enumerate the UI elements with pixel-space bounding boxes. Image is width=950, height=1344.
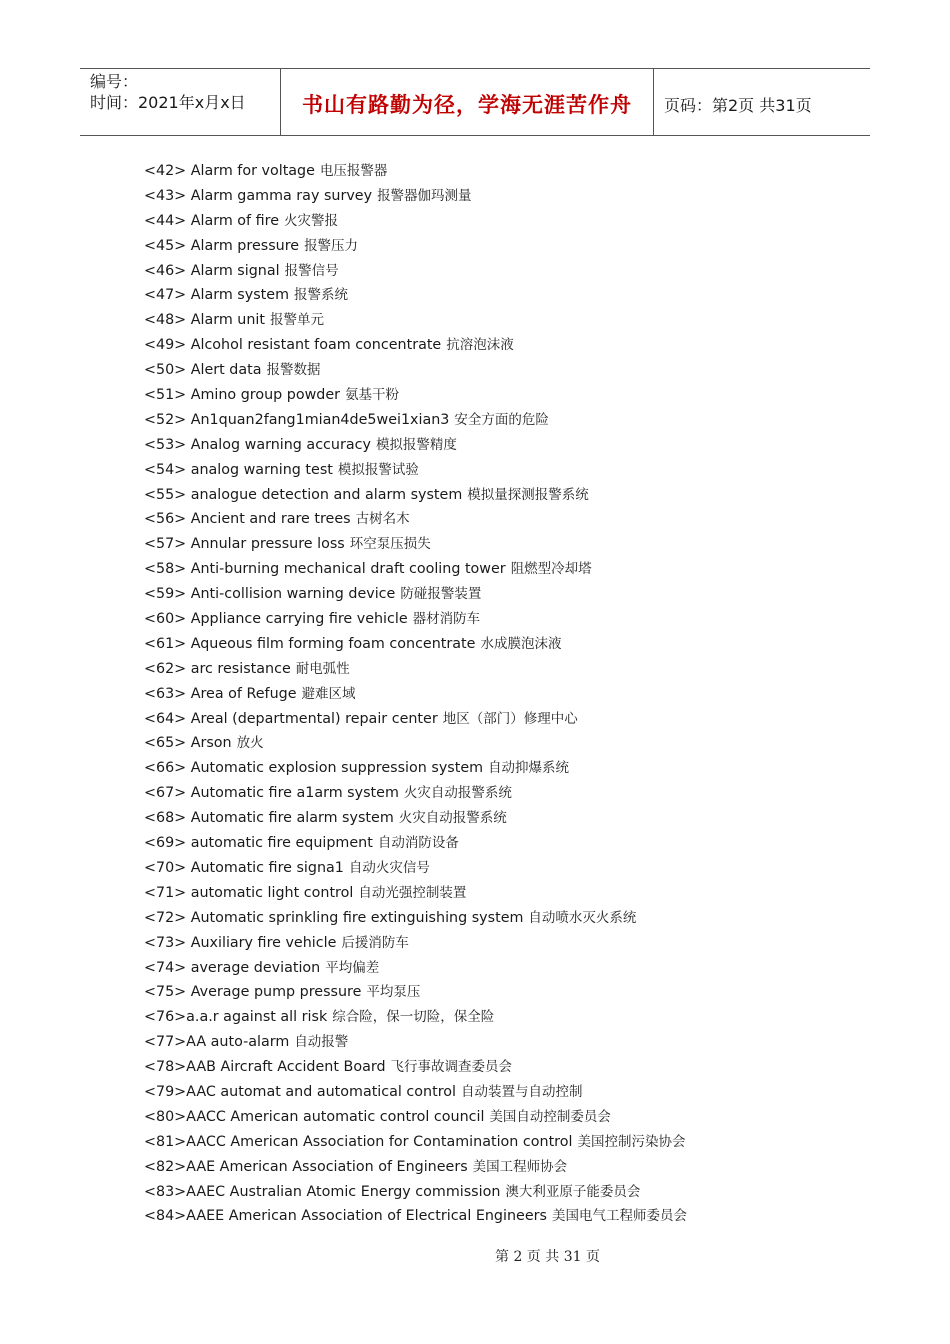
glossary-entry xyxy=(144,458,687,483)
entry-english-term: <58> Anti-burning mechanical draft cooling tower xyxy=(144,561,506,578)
entry-english-term: <57> Annular pressure loss xyxy=(144,536,345,553)
entry-chinese-term: 自动喷水灭火系统 xyxy=(528,909,637,926)
entry-chinese-term: 报警信号 xyxy=(284,262,339,279)
entry-chinese-term: 抗溶泡沫液 xyxy=(446,337,514,354)
entry-english-term: <75> Average pump pressure xyxy=(144,984,362,1001)
entry-chinese-term: 报警器伽玛测量 xyxy=(377,187,472,204)
document-number-label: 编号： xyxy=(90,72,139,91)
entry-chinese-term: 自动光强控制装置 xyxy=(358,884,467,901)
entry-english-term: <42> Alarm for voltage xyxy=(144,163,315,179)
glossary-entry xyxy=(144,383,687,408)
glossary-entry xyxy=(144,159,687,184)
entry-chinese-term: 美国工程师协会 xyxy=(472,1158,568,1175)
glossary-entry xyxy=(144,184,687,209)
entry-english-term: <67> Automatic fire a1arm system xyxy=(144,785,399,802)
entry-english-term: <78>AAB Aircraft Accident Board xyxy=(144,1059,386,1076)
entry-english-term: <73> Auxiliary fire vehicle xyxy=(144,934,337,951)
glossary-list xyxy=(144,159,687,1229)
glossary-entry xyxy=(144,408,687,433)
entry-chinese-term: 水成膜泡沫液 xyxy=(480,635,562,652)
entry-chinese-term: 火灾自动报警系统 xyxy=(398,810,507,827)
header-motto: 书山有路勤为径，学海无涯苦作舟 xyxy=(281,69,654,135)
entry-chinese-term: 美国自动控制委员会 xyxy=(489,1108,611,1125)
entry-english-term: <46> Alarm signal xyxy=(144,262,280,279)
entry-chinese-term: 避难区域 xyxy=(301,685,356,702)
entry-chinese-term: 自动装置与自动控制 xyxy=(460,1083,583,1100)
glossary-entry xyxy=(144,333,687,358)
entry-chinese-term: 安全方面的危险 xyxy=(454,411,549,428)
entry-chinese-term: 自动抑爆系统 xyxy=(488,760,570,777)
entry-chinese-term: 环空泵压损失 xyxy=(349,536,431,553)
glossary-entry xyxy=(144,234,687,259)
entry-chinese-term: 美国控制污染协会 xyxy=(577,1133,686,1150)
entry-english-term: <84>AAEE American Association of Electrical Engineers xyxy=(144,1208,547,1225)
entry-english-term: <51> Amino group powder xyxy=(144,387,341,404)
entry-chinese-term: 报警压力 xyxy=(304,237,359,254)
entry-english-term: <61> Aqueous film forming foam concentrate xyxy=(144,635,476,652)
entry-english-term: <65> Arson xyxy=(144,735,232,752)
entry-chinese-term: 模拟量探测报警系统 xyxy=(467,486,589,503)
entry-english-term: <55> analogue detection and alarm system xyxy=(144,486,463,503)
glossary-entry xyxy=(144,1204,687,1229)
entry-english-term: <47> Alarm system xyxy=(144,287,289,304)
document-date-label: 时间：2021年x月x日 xyxy=(90,93,246,112)
glossary-entry xyxy=(144,881,687,906)
entry-english-term: <53> Analog warning accuracy xyxy=(144,436,371,453)
entry-english-term: <68> Automatic fire alarm system xyxy=(144,810,394,827)
entry-english-term: <82>AAE American Association of Engineers xyxy=(144,1158,468,1175)
entry-chinese-term: 自动消防设备 xyxy=(377,835,459,852)
entry-chinese-term: 火灾警报 xyxy=(284,212,338,229)
entry-english-term: <62> arc resistance xyxy=(144,660,291,677)
glossary-entry xyxy=(144,283,687,308)
entry-english-term: <50> Alert data xyxy=(144,362,262,379)
entry-chinese-term: 后援消防车 xyxy=(341,934,409,951)
entry-english-term: <83>AAEC Australian Atomic Energy commission xyxy=(144,1183,501,1200)
entry-chinese-term: 器材消防车 xyxy=(412,611,481,628)
entry-chinese-term: 平均偏差 xyxy=(325,959,380,976)
entry-chinese-term: 报警系统 xyxy=(294,287,348,304)
glossary-entry xyxy=(144,607,687,632)
entry-chinese-term: 放火 xyxy=(236,735,264,752)
glossary-entry xyxy=(144,682,687,707)
entry-english-term: <79>AAC automat and automatical control xyxy=(144,1083,456,1100)
glossary-entry xyxy=(144,632,687,657)
glossary-entry xyxy=(144,1105,687,1130)
glossary-entry xyxy=(144,756,687,781)
entry-chinese-term: 火灾自动报警系统 xyxy=(403,785,512,802)
entry-english-term: <56> Ancient and rare trees xyxy=(144,511,351,528)
entry-chinese-term: 平均泵压 xyxy=(366,984,421,1001)
entry-english-term: <81>AACC American Association for Contamination control xyxy=(144,1133,573,1150)
glossary-entry xyxy=(144,582,687,607)
entry-chinese-term: 综合险，保一切险，保全险 xyxy=(332,1009,495,1026)
entry-english-term: <72> Automatic sprinkling fire extinguishing system xyxy=(144,909,524,926)
glossary-entry xyxy=(144,532,687,557)
glossary-entry xyxy=(144,707,687,732)
glossary-entry xyxy=(144,1155,687,1180)
entry-english-term: <45> Alarm pressure xyxy=(144,237,300,254)
entry-chinese-term: 自动火灾信号 xyxy=(348,859,430,876)
glossary-entry xyxy=(144,931,687,956)
glossary-entry xyxy=(144,209,687,234)
glossary-entry xyxy=(144,831,687,856)
entry-english-term: <54> analog warning test xyxy=(144,461,333,478)
entry-english-term: <70> Automatic fire signa1 xyxy=(144,859,344,876)
entry-english-term: <44> Alarm of fire xyxy=(144,212,279,229)
entry-chinese-term: 古树名木 xyxy=(355,511,410,528)
entry-chinese-term: 模拟报警精度 xyxy=(375,436,457,453)
entry-chinese-term: 阻燃型冷却塔 xyxy=(510,561,592,578)
entry-chinese-term: 地区（部门）修理中心 xyxy=(442,710,578,727)
entry-english-term: <76>a.a.r against all risk xyxy=(144,1009,328,1026)
glossary-entry xyxy=(144,433,687,458)
glossary-entry xyxy=(144,557,687,582)
glossary-entry xyxy=(144,731,687,756)
entry-chinese-term: 模拟报警试验 xyxy=(337,461,419,478)
page-header xyxy=(80,68,870,136)
glossary-entry xyxy=(144,483,687,508)
glossary-entry xyxy=(144,1055,687,1080)
entry-english-term: <71> automatic light control xyxy=(144,884,354,901)
entry-english-term: <49> Alcohol resistant foam concentrate xyxy=(144,337,442,354)
entry-english-term: <77>AA auto-alarm xyxy=(144,1034,290,1051)
page-footer: 第 2 页 共 31 页 xyxy=(495,1249,600,1265)
glossary-entry xyxy=(144,781,687,806)
entry-chinese-term: 澳大利亚原子能委员会 xyxy=(505,1183,641,1200)
entry-chinese-term: 耐电弧性 xyxy=(295,660,350,677)
glossary-entry xyxy=(144,856,687,881)
entry-chinese-term: 飞行事故调查委员会 xyxy=(390,1059,513,1076)
glossary-entry xyxy=(144,806,687,831)
entry-english-term: <80>AACC American automatic control council xyxy=(144,1108,485,1125)
entry-english-term: <60> Appliance carrying fire vehicle xyxy=(144,611,408,628)
entry-english-term: <64> Areal (departmental) repair center xyxy=(144,710,438,727)
glossary-entry xyxy=(144,259,687,284)
glossary-entry xyxy=(144,1005,687,1030)
header-page-number: 页码：第2页 共31页 xyxy=(664,95,812,115)
entry-english-term: <74> average deviation xyxy=(144,959,321,976)
entry-chinese-term: 报警数据 xyxy=(266,362,321,379)
glossary-entry xyxy=(144,1180,687,1205)
header-meta-cell xyxy=(80,69,281,135)
glossary-entry xyxy=(144,507,687,532)
glossary-entry xyxy=(144,308,687,333)
glossary-entry xyxy=(144,1130,687,1155)
glossary-entry xyxy=(144,956,687,981)
entry-chinese-term: 自动报警 xyxy=(294,1034,349,1051)
entry-english-term: <43> Alarm gamma ray survey xyxy=(144,187,373,204)
entry-english-term: <69> automatic fire equipment xyxy=(144,835,373,852)
glossary-entry xyxy=(144,906,687,931)
entry-english-term: <48> Alarm unit xyxy=(144,312,266,329)
glossary-entry xyxy=(144,1080,687,1105)
entry-chinese-term: 电压报警器 xyxy=(319,163,388,179)
entry-chinese-term: 美国电气工程师委员会 xyxy=(551,1208,687,1225)
entry-chinese-term: 防碰报警装置 xyxy=(400,586,482,603)
entry-chinese-term: 氨基干粉 xyxy=(345,387,400,404)
glossary-entry xyxy=(144,1030,687,1055)
entry-english-term: <59> Anti-collision warning device xyxy=(144,586,396,603)
entry-english-term: <66> Automatic explosion suppression system xyxy=(144,760,484,777)
glossary-entry xyxy=(144,358,687,383)
entry-chinese-term: 报警单元 xyxy=(270,312,325,329)
glossary-entry xyxy=(144,980,687,1005)
glossary-entry xyxy=(144,657,687,682)
entry-english-term: <63> Area of Refuge xyxy=(144,685,297,702)
entry-english-term: <52> An1quan2fang1mian4de5wei1xian3 xyxy=(144,411,450,428)
